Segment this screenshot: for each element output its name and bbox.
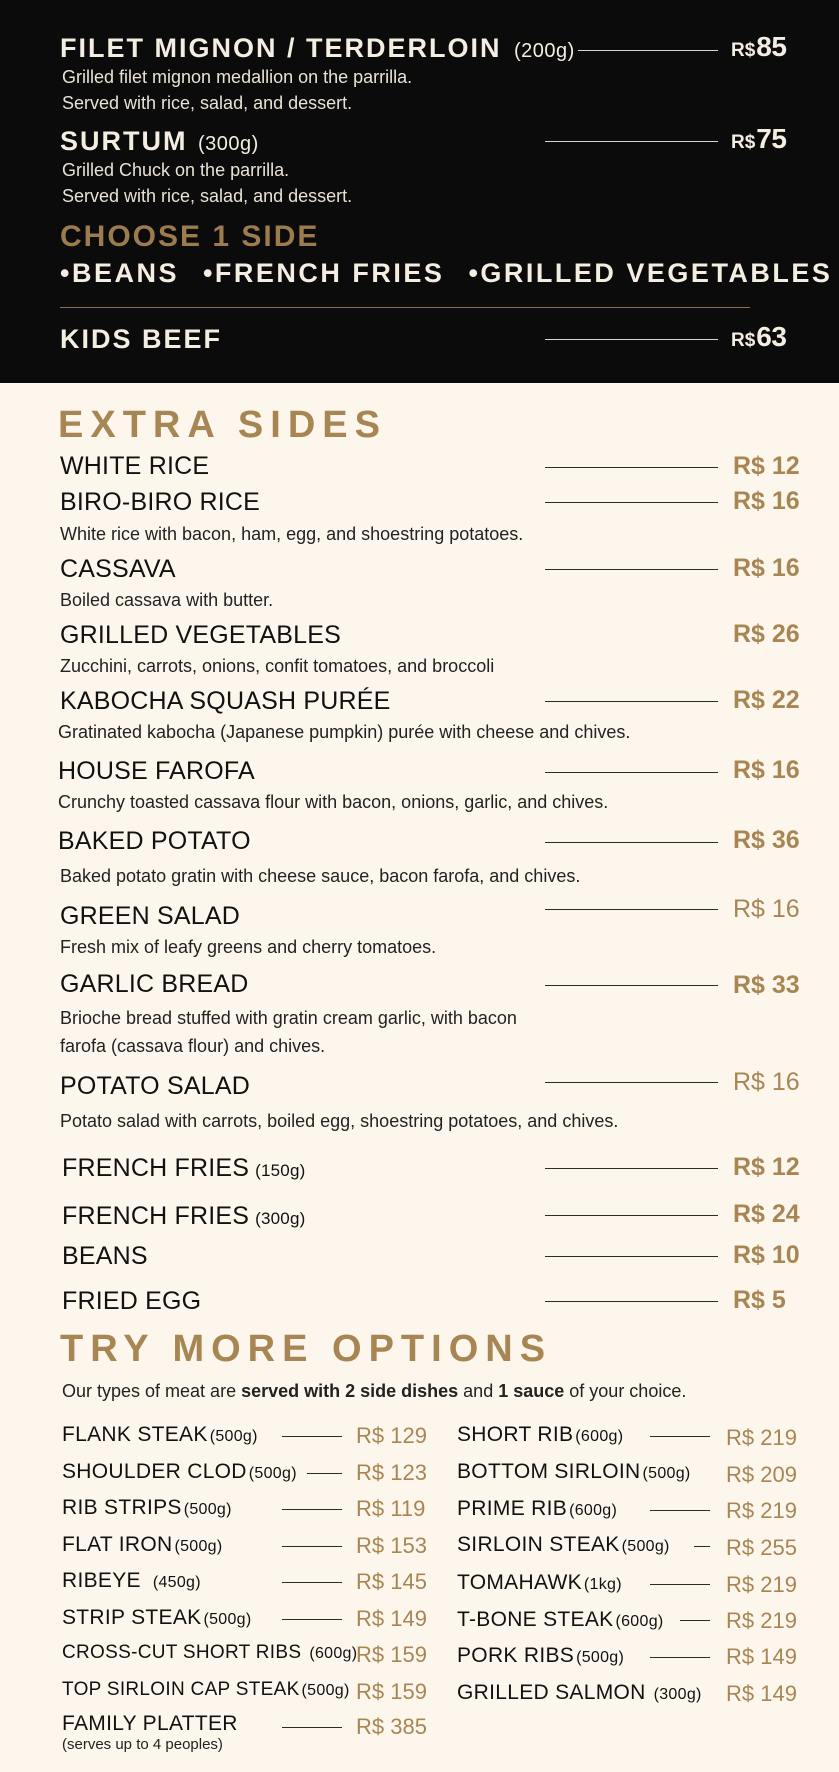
weight-text: (600g) — [569, 1502, 618, 1519]
weight-text: (450g) — [152, 1574, 201, 1591]
weight-text: (500g) — [174, 1538, 223, 1555]
menu-item-kids-beef: KIDS BEEF — [60, 324, 223, 354]
name-text: FRENCH FRIES — [62, 1154, 250, 1182]
side-item-description: Boiled cassava with butter. — [60, 590, 274, 610]
description-line: Grilled Chuck on the parrilla. — [62, 160, 290, 180]
price-leader-line — [680, 1620, 710, 1621]
price-leader-line — [282, 1509, 342, 1510]
option-item-name — [457, 1608, 664, 1632]
option-item-price: R$ 159 — [356, 1679, 427, 1704]
price-leader-line — [650, 1510, 710, 1511]
option-item-name — [62, 1569, 201, 1593]
option-item-name — [457, 1571, 622, 1595]
side-item-price: R$ 16 — [733, 895, 800, 923]
option-item-price: R$ 219 — [726, 1608, 797, 1633]
weight-text: (500g) — [621, 1538, 670, 1555]
side-item-price: R$ 33 — [733, 971, 800, 999]
section-title: TRY MORE OPTIONS — [60, 1328, 553, 1370]
options-intro — [62, 1381, 686, 1402]
side-item-name: KABOCHA SQUASH PURÉE — [60, 687, 391, 715]
option-item-name — [62, 1642, 357, 1664]
price-leader-line — [545, 502, 718, 503]
price-amount: 63 — [756, 321, 787, 352]
weight-text: (300g) — [255, 1209, 306, 1228]
option-item-note: (serves up to 4 peoples) — [62, 1736, 223, 1753]
option-item-price: R$ 219 — [726, 1498, 797, 1523]
side-item-description: Zucchini, carrots, onions, confit tomatoes, and broccoli — [60, 656, 495, 676]
choose-side-heading: CHOOSE 1 SIDE — [60, 220, 320, 253]
option-item-price: R$ 153 — [356, 1533, 427, 1558]
side-option: •FRENCH FRIES — [202, 258, 445, 288]
option-item-name — [457, 1533, 670, 1557]
price-leader-line — [545, 467, 718, 468]
description-line: Brioche bread stuffed with gratin cream garlic, with bacon — [60, 1008, 517, 1028]
weight-text: (600g) — [615, 1613, 664, 1630]
side-item-description: White rice with bacon, ham, egg, and shoestring potatoes. — [60, 524, 524, 544]
price-leader-line — [545, 1082, 718, 1083]
side-item-price: R$ 12 — [733, 1153, 800, 1181]
item-description — [62, 157, 352, 209]
price-leader-line — [545, 909, 718, 910]
price-leader-line — [578, 50, 718, 51]
weight-text: (1kg) — [583, 1576, 622, 1593]
weight-text: (500g) — [183, 1501, 232, 1518]
side-item-description: Crunchy toasted cassava flour with bacon, onions, garlic, and chives. — [58, 792, 609, 812]
item-price — [731, 321, 786, 353]
weight-text: (500g) — [203, 1611, 252, 1628]
price-leader-line — [650, 1657, 710, 1658]
side-item-name: GRILLED VEGETABLES — [60, 621, 342, 649]
price-leader-line — [545, 701, 718, 702]
name-text: TOP SIRLOIN CAP STEAK — [62, 1679, 300, 1700]
price-leader-line — [545, 985, 718, 986]
item-name: SURTUM — [60, 126, 188, 156]
side-item-name: FRIED EGG — [62, 1287, 202, 1315]
price-leader-line — [282, 1546, 342, 1547]
price-leader-line — [282, 1727, 342, 1728]
menu-item-filet-mignon — [60, 33, 575, 64]
side-option: •BEANS — [60, 258, 179, 288]
side-item-price: R$ 26 — [733, 620, 800, 648]
side-item-name: GREEN SALAD — [60, 902, 241, 930]
item-price — [731, 31, 786, 63]
option-item-price: R$ 149 — [356, 1606, 427, 1631]
weight-text: (500g) — [576, 1649, 625, 1666]
option-item-name — [62, 1496, 232, 1520]
price-leader-line — [282, 1582, 342, 1583]
weight-text: (600g) — [309, 1645, 358, 1662]
side-options — [60, 258, 839, 289]
description-line: Served with rice, salad, and dessert. — [62, 186, 353, 206]
price-amount: 75 — [756, 123, 787, 154]
price-leader-line — [650, 1584, 710, 1585]
price-leader-line — [307, 1473, 342, 1474]
side-item-price: R$ 16 — [733, 1068, 800, 1096]
option-item-price: R$ 255 — [726, 1535, 797, 1560]
weight-text: (500g) — [248, 1465, 297, 1482]
name-text: T-BONE STEAK — [457, 1608, 614, 1631]
item-weight: (300g) — [197, 133, 259, 155]
option-item-name — [62, 1606, 252, 1630]
side-item-name: WHITE RICE — [60, 452, 210, 480]
weight-text: (500g) — [301, 1682, 350, 1699]
side-item-description: Fresh mix of leafy greens and cherry tomatoes. — [60, 937, 437, 957]
description-line: Served with rice, salad, and dessert. — [62, 93, 353, 113]
option-item-name: FAMILY PLATTER — [62, 1712, 238, 1735]
intro-highlight: 1 sauce — [498, 1381, 565, 1401]
price-leader-line — [282, 1619, 342, 1620]
option-item-price: R$ 123 — [356, 1460, 427, 1485]
currency: R$ — [731, 132, 756, 153]
name-text: GRILLED SALMON — [457, 1681, 646, 1704]
side-item-name: POTATO SALAD — [60, 1072, 250, 1100]
price-leader-line — [545, 339, 718, 340]
name-text: SHOULDER CLOD — [62, 1460, 247, 1483]
name-text: SHORT RIB — [457, 1423, 574, 1446]
option-item-name — [457, 1423, 623, 1447]
side-item-description — [60, 1004, 517, 1060]
price-leader-line — [545, 141, 718, 142]
side-item-price: R$ 36 — [733, 826, 800, 854]
side-item-name — [62, 1202, 305, 1231]
option-item-price: R$ 209 — [726, 1462, 797, 1487]
option-item-name — [62, 1423, 258, 1447]
option-item-name — [457, 1644, 624, 1668]
side-item-name: BIRO-BIRO RICE — [60, 488, 261, 516]
side-item-price: R$ 10 — [733, 1241, 800, 1269]
weight-text: (600g) — [575, 1428, 624, 1445]
price-leader-line — [545, 772, 718, 773]
option-item-price: R$ 145 — [356, 1569, 427, 1594]
price-leader-line — [545, 842, 718, 843]
side-item-name: GARLIC BREAD — [60, 970, 249, 998]
side-item-name: BAKED POTATO — [58, 827, 251, 855]
name-text: TOMAHAWK — [457, 1571, 582, 1594]
item-price — [731, 123, 786, 155]
side-option: •GRILLED VEGETABLES — [468, 258, 833, 288]
option-item-name — [457, 1497, 617, 1521]
name-text: FRENCH FRIES — [62, 1202, 250, 1230]
weight-text: (500g) — [209, 1428, 258, 1445]
side-item-description: Baked potato gratin with cheese sauce, bacon farofa, and chives. — [60, 866, 581, 886]
side-item-price: R$ 16 — [733, 756, 800, 784]
side-item-price: R$ 22 — [733, 686, 800, 714]
item-name: FILET MIGNON / TERDERLOIN — [60, 33, 502, 63]
option-item-price: R$ 149 — [726, 1644, 797, 1669]
option-item-price: R$ 385 — [356, 1714, 427, 1739]
intro-text: of your choice. — [564, 1381, 687, 1401]
name-text: STRIP STEAK — [62, 1606, 202, 1629]
price-leader-line — [545, 1256, 718, 1257]
side-item-name: HOUSE FAROFA — [58, 757, 255, 785]
option-item-price: R$ 219 — [726, 1572, 797, 1597]
option-item-price: R$ 219 — [726, 1425, 797, 1450]
side-item-price: R$ 16 — [733, 554, 800, 582]
section-title: EXTRA SIDES — [58, 404, 387, 446]
price-leader-line — [545, 1301, 718, 1302]
name-text: BOTTOM SIRLOIN — [457, 1460, 641, 1483]
item-description — [62, 64, 412, 116]
section-divider — [60, 307, 750, 308]
price-amount: 85 — [756, 31, 787, 62]
side-item-price: R$ 5 — [733, 1286, 786, 1314]
price-leader-line — [545, 1215, 718, 1216]
option-item-name — [62, 1679, 350, 1701]
weight-text: (500g) — [642, 1465, 691, 1482]
name-text: CROSS-CUT SHORT RIBS — [62, 1642, 302, 1663]
side-item-price: R$ 16 — [733, 487, 800, 515]
description-line: Grilled filet mignon medallion on the parrilla. — [62, 67, 413, 87]
price-leader-line — [694, 1546, 710, 1547]
side-item-description: Potato salad with carrots, boiled egg, shoestring potatoes, and chives. — [60, 1111, 619, 1131]
option-item-name — [457, 1681, 702, 1705]
intro-text: and — [458, 1381, 499, 1401]
option-item-name — [62, 1460, 297, 1484]
name-text: RIBEYE — [62, 1569, 141, 1592]
name-text: FLANK STEAK — [62, 1423, 208, 1446]
intro-highlight: served with 2 side dishes — [241, 1381, 459, 1401]
price-leader-line — [545, 569, 718, 570]
side-item-name: CASSAVA — [60, 555, 176, 583]
option-item-price: R$ 159 — [356, 1642, 427, 1667]
weight-text: (150g) — [255, 1161, 306, 1180]
main-dishes-section — [0, 0, 839, 383]
description-line: farofa (cassava flour) and chives. — [60, 1036, 326, 1056]
price-leader-line — [650, 1436, 710, 1437]
weight-text: (300g) — [653, 1686, 702, 1703]
name-text: SIRLOIN STEAK — [457, 1533, 620, 1556]
item-weight: (200g) — [513, 40, 575, 62]
option-item-price: R$ 149 — [726, 1681, 797, 1706]
option-item-price: R$ 119 — [356, 1496, 426, 1521]
intro-text: Our types of meat are — [62, 1381, 242, 1401]
side-item-price: R$ 12 — [733, 452, 800, 480]
option-item-name — [62, 1533, 223, 1557]
option-item-price: R$ 129 — [356, 1423, 427, 1448]
name-text: PORK RIBS — [457, 1644, 575, 1667]
price-leader-line — [545, 1168, 718, 1169]
menu-item-surtum — [60, 126, 259, 157]
currency: R$ — [731, 330, 756, 351]
price-leader-line — [282, 1436, 342, 1437]
name-text: RIB STRIPS — [62, 1496, 182, 1519]
side-item-name: BEANS — [62, 1242, 148, 1270]
side-item-name — [62, 1154, 305, 1183]
name-text: PRIME RIB — [457, 1497, 568, 1520]
option-item-name — [457, 1460, 691, 1484]
currency: R$ — [731, 40, 756, 61]
side-item-description: Gratinated kabocha (Japanese pumpkin) purée with cheese and chives. — [58, 722, 631, 742]
name-text: FLAT IRON — [62, 1533, 173, 1556]
side-item-price: R$ 24 — [733, 1200, 800, 1228]
